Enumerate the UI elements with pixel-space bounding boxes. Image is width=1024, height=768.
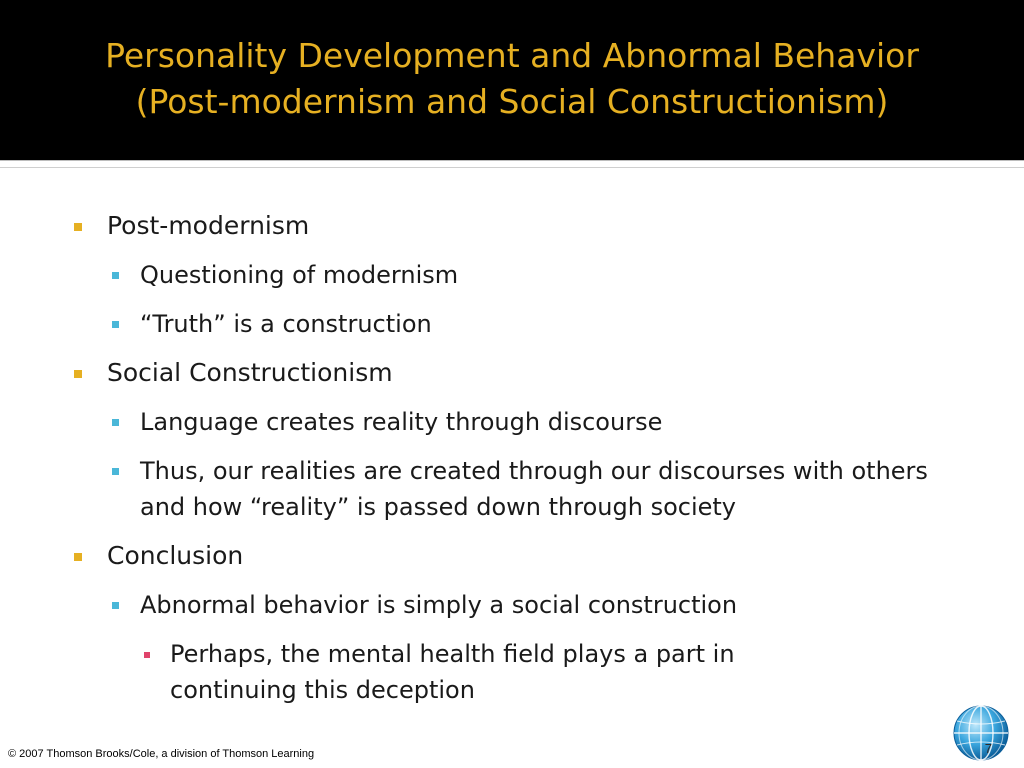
bullet-item bbox=[0, 306, 1024, 342]
bullet-marker bbox=[112, 272, 119, 279]
bullet-item bbox=[0, 404, 1024, 440]
copyright-footer: © 2007 Thomson Brooks/Cole, a division of Thomson Learning bbox=[8, 748, 315, 760]
title-bar bbox=[0, 0, 1024, 158]
slide-title-line-1: Personality Development and Abnormal Behavior bbox=[105, 36, 919, 75]
bullet-marker bbox=[144, 652, 150, 658]
page-number: 7 bbox=[984, 741, 992, 756]
slide-title-line-2: (Post-modernism and Social Constructionism) bbox=[135, 82, 889, 121]
bullet-text: “Truth” is a construction bbox=[140, 310, 432, 338]
bullet-item bbox=[0, 538, 1024, 574]
bullet-marker bbox=[112, 468, 119, 475]
bullet-item bbox=[0, 587, 1024, 623]
globe-icon bbox=[952, 704, 1010, 762]
bullet-marker bbox=[74, 553, 82, 561]
bullet-text: Questioning of modernism bbox=[140, 261, 459, 289]
bullet-text: Abnormal behavior is simply a social construction bbox=[140, 591, 738, 619]
slide-content bbox=[0, 168, 1024, 768]
bullet-item bbox=[0, 257, 1024, 293]
bullet-marker bbox=[112, 321, 119, 328]
bullet-marker bbox=[112, 602, 119, 609]
bullet-list bbox=[0, 208, 1024, 721]
bullet-item bbox=[0, 453, 1024, 525]
title-divider bbox=[0, 160, 1024, 168]
bullet-text: Perhaps, the mental health field plays a part in continuing this deception bbox=[170, 640, 735, 704]
bullet-item bbox=[0, 355, 1024, 391]
bullet-text: Language creates reality through discourse bbox=[140, 408, 663, 436]
bullet-item bbox=[0, 208, 1024, 244]
bullet-text: Social Constructionism bbox=[107, 358, 393, 387]
bullet-text: Thus, our realities are created through our discourses with others and how “reality” is passed down through society bbox=[140, 457, 928, 521]
bullet-marker bbox=[112, 419, 119, 426]
bullet-text: Post-modernism bbox=[107, 211, 310, 240]
bullet-text: Conclusion bbox=[107, 541, 244, 570]
bullet-item bbox=[0, 636, 1024, 708]
bullet-marker bbox=[74, 223, 82, 231]
bullet-marker bbox=[74, 370, 82, 378]
